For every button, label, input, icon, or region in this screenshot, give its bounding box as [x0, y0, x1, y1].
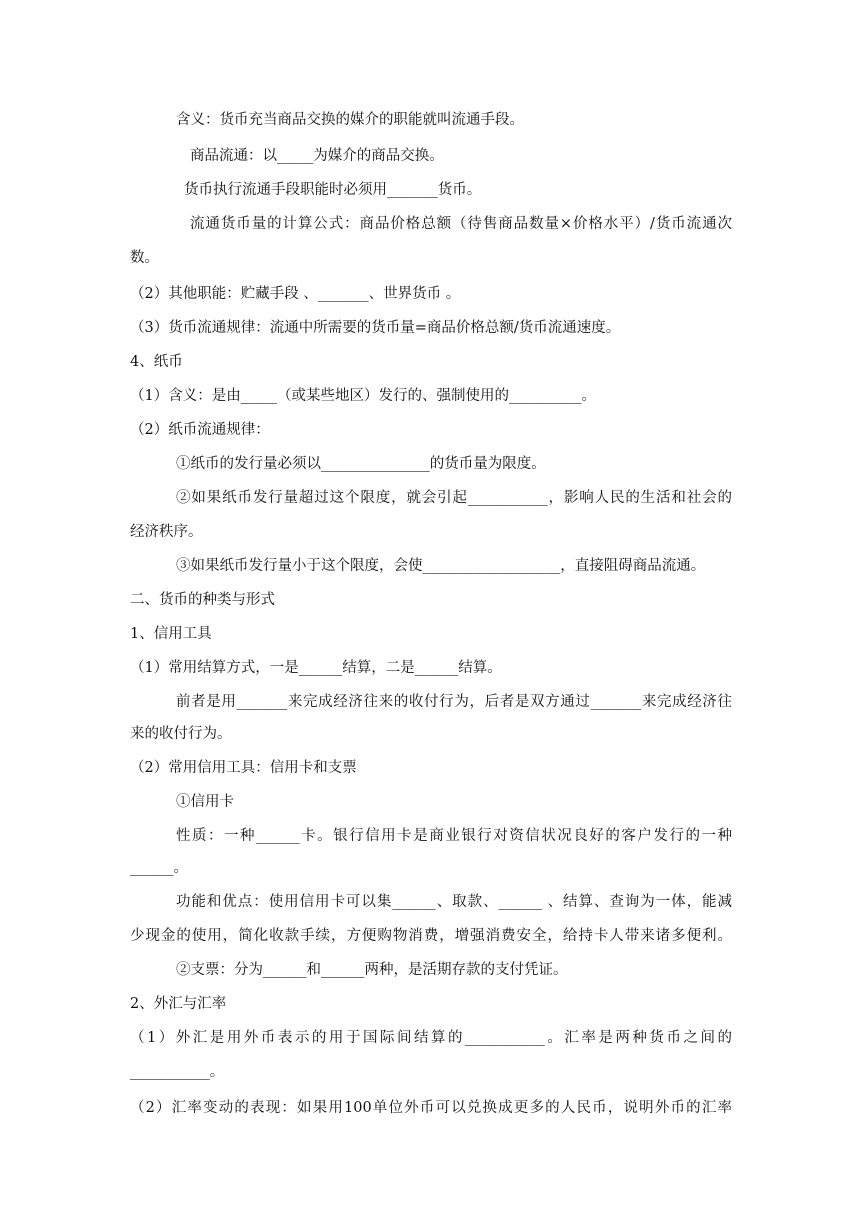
- text-line: ___________。: [130, 1064, 225, 1080]
- text-line: 流通货币量的计算公式：商品价格总额（待售商品数量×价格水平）/货币流通次: [190, 216, 732, 232]
- text-line: 少现金的使用，简化收款手续，方便购物消费，增强消费安全，给持卡人带来诸多便利。: [130, 928, 732, 944]
- text-line: （2）常用信用工具：信用卡和支票: [130, 760, 357, 776]
- text-line: （2）纸币流通规律：: [130, 422, 270, 438]
- text-line: （1）常用结算方式，一是______结算，二是______结算。: [130, 660, 502, 676]
- text-line: （3）货币流通规律：流通中所需要的货币量=商品价格总额/货币流通速度。: [130, 320, 621, 336]
- text-line: 经济秩序。: [130, 524, 203, 540]
- text-line: 性质：一种______卡。银行信用卡是商业银行对资信状况良好的客户发行的一种: [176, 828, 732, 844]
- text-line: ①纸币的发行量必须以_______________的货币量为限度。: [176, 456, 546, 472]
- text-line: 货币执行流通手段职能时必须用_______货币。: [184, 182, 482, 198]
- text-line: ______。: [130, 860, 188, 876]
- section-heading: 4、纸币: [130, 354, 183, 370]
- text-line: ③如果纸币发行量小于这个限度，会使___________________，直接阻碍商品流通。: [176, 558, 706, 574]
- text-line: ②如果纸币发行量超过这个限度，就会引起___________，影响人民的生活和社会的: [176, 490, 732, 506]
- text-line: ②支票：分为______和______两种，是活期存款的支付凭证。: [176, 962, 568, 978]
- text-line: 数。: [130, 250, 159, 266]
- text-line: （1）含义：是由_____（或某些地区）发行的、强制使用的__________。: [130, 388, 596, 404]
- text-line: 商品流通：以_____为媒介的商品交换。: [190, 148, 444, 164]
- text-line: 含义：货币充当商品交换的媒介的职能就叫流通手段。: [176, 112, 524, 128]
- text-line: 前者是用_______来完成经济往来的收付行为，后者是双方通过_______来完成经济往: [176, 694, 732, 710]
- text-line: ①信用卡: [176, 794, 234, 810]
- text-line: （2）汇率变动的表现：如果用100单位外币可以兑换成更多的人民币，说明外币的汇率: [130, 1100, 732, 1116]
- section-heading: 1、信用工具: [130, 626, 212, 642]
- text-line: 功能和优点：使用信用卡可以集______、取款、______ 、结算、查询为一体，能减: [176, 894, 732, 910]
- section-heading: 2、外汇与汇率: [130, 996, 227, 1012]
- section-heading: 二、货币的种类与形式: [130, 592, 275, 608]
- text-line: （1）外汇是用外币表示的用于国际间结算的___________。汇率是两种货币之间的: [130, 1030, 732, 1046]
- text-line: 来的收付行为。: [130, 726, 232, 742]
- text-line: （2）其他职能：贮藏手段 、_______、世界货币 。: [130, 286, 461, 302]
